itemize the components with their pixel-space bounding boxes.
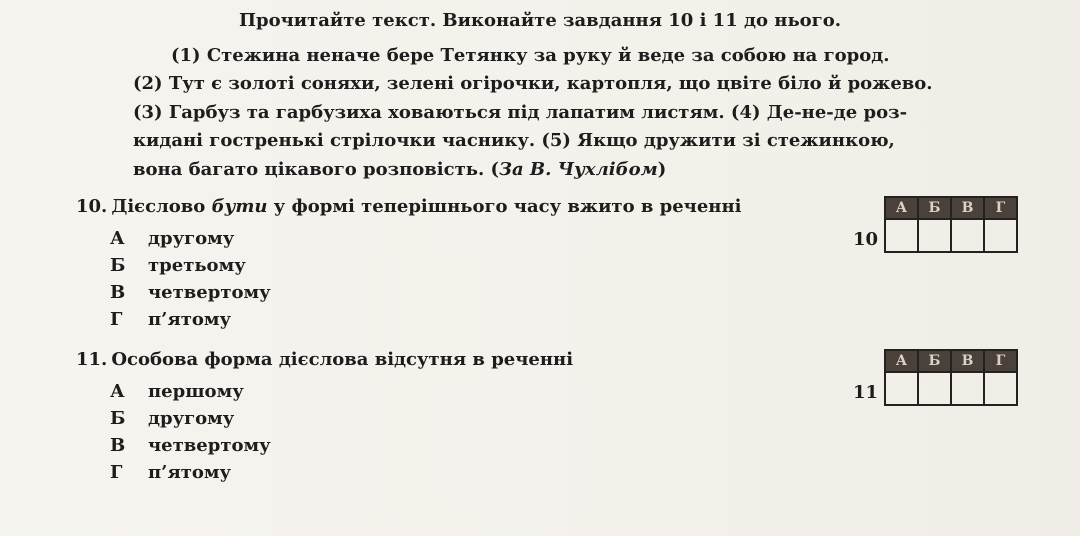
option-letter: Г — [110, 309, 123, 330]
task-instruction: Прочитайте текст. Виконайте завдання 10 і 11 до нього. — [239, 10, 841, 31]
answer-option[interactable] — [110, 405, 271, 432]
passage-line: (1) Стежина неначе бере Тетянку за руку й веде за собою на город. — [171, 45, 890, 66]
passage-text: вона багато цікавого розповість. ( — [133, 158, 500, 180]
question-10-options — [110, 225, 271, 333]
prompt-text: Дієслово — [111, 196, 212, 217]
grid-header: Г — [984, 350, 1017, 372]
question-number: 11. — [76, 349, 108, 370]
passage-source: За В. Чухлібом — [499, 158, 658, 180]
grid-header: В — [951, 350, 984, 372]
answer-option[interactable] — [110, 225, 271, 252]
option-text: другому — [148, 228, 235, 249]
passage-line: кидані гостренькі стрілочки часнику. (5) Якщо дружити зі стежинкою, — [133, 130, 895, 152]
answer-option[interactable] — [110, 432, 271, 459]
passage-text: ) — [657, 158, 667, 180]
option-text: четвертому — [148, 282, 271, 303]
option-text: п’ятому — [148, 309, 232, 330]
option-text: другому — [148, 408, 235, 429]
answer-cell[interactable] — [918, 219, 951, 252]
question-11-options — [110, 378, 271, 486]
passage-line: (3) Гарбуз та гарбузиха ховаються під лапатим листям. (4) Де-не-де роз- — [133, 101, 908, 123]
answer-cell[interactable] — [885, 219, 918, 252]
passage-line: (2) Тут є золоті соняхи, зелені огірочки, картопля, що цвіте біло й рожево. — [133, 73, 933, 95]
passage-line-last — [133, 156, 963, 184]
question-10 — [76, 196, 741, 217]
answer-cell[interactable] — [951, 219, 984, 252]
answer-cell[interactable] — [885, 372, 918, 405]
grid-header: А — [885, 197, 918, 219]
answer-grid-label: 10 — [853, 229, 879, 250]
grid-header: Б — [918, 197, 951, 219]
answer-option[interactable] — [110, 459, 271, 486]
prompt-text: Особова форма дієслова відсутня в реченні — [111, 349, 574, 370]
prompt-italic-word: бути — [211, 196, 268, 217]
answer-grid-label: 11 — [853, 382, 879, 403]
option-text: п’ятому — [148, 462, 232, 483]
grid-header: В — [951, 197, 984, 219]
question-prompt — [76, 349, 573, 370]
grid-header: Б — [918, 350, 951, 372]
option-letter: В — [110, 435, 126, 456]
option-letter: Г — [110, 462, 123, 483]
question-11 — [76, 349, 573, 370]
answer-cell[interactable] — [984, 219, 1017, 252]
answer-option[interactable] — [110, 252, 271, 279]
grid-header: Г — [984, 197, 1017, 219]
option-text: першому — [148, 381, 244, 402]
grid-header: А — [885, 350, 918, 372]
answer-option[interactable] — [110, 306, 271, 333]
option-text: четвертому — [148, 435, 271, 456]
option-text: третьому — [148, 255, 246, 276]
answer-option[interactable] — [110, 378, 271, 405]
question-number: 10. — [76, 196, 108, 217]
answer-cell[interactable] — [984, 372, 1017, 405]
option-letter: А — [110, 381, 125, 402]
question-prompt — [76, 196, 741, 217]
answer-cell[interactable] — [918, 372, 951, 405]
option-letter: Б — [110, 408, 126, 429]
option-letter: В — [110, 282, 126, 303]
prompt-text: у формі теперішнього часу вжито в реченні — [267, 196, 742, 217]
answer-grid-11 — [884, 349, 1018, 406]
option-letter: Б — [110, 255, 126, 276]
answer-option[interactable] — [110, 279, 271, 306]
reading-passage — [133, 42, 963, 184]
answer-cell[interactable] — [951, 372, 984, 405]
option-letter: А — [110, 228, 125, 249]
answer-grid-10 — [884, 196, 1018, 253]
